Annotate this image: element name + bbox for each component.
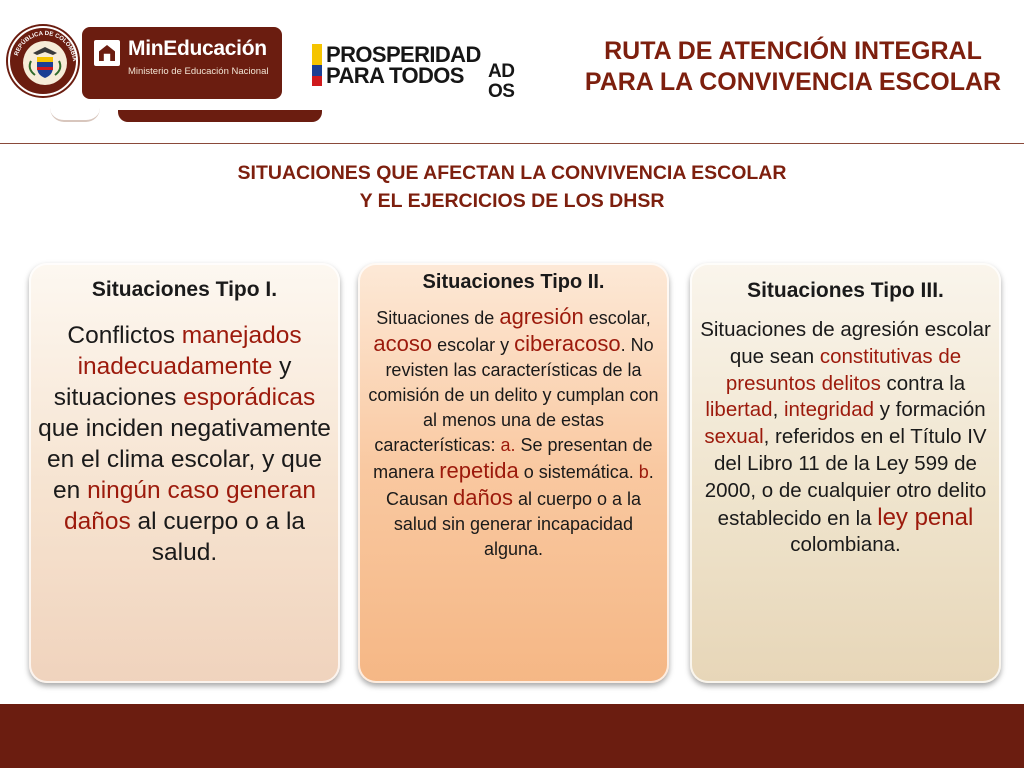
highlighted-text: daños <box>453 485 513 510</box>
card-body <box>698 317 993 559</box>
card-title: Situaciones Tipo III. <box>747 279 944 302</box>
card-type-1 <box>29 263 340 683</box>
flag-stripe-icon <box>312 44 322 86</box>
body-text: . Causan <box>385 462 654 509</box>
reflection-bar <box>118 110 322 122</box>
card-body <box>37 320 332 568</box>
highlighted-text: repetida <box>439 458 519 483</box>
card-title: Situaciones Tipo II. <box>422 271 605 293</box>
body-text: y formación <box>874 398 986 422</box>
body-text: , referidos en el Título IV del Libro 11 de la Ley 599 de 2000, o de cualquier otro delito establecido en la <box>704 425 987 530</box>
card-type-3 <box>690 263 1001 683</box>
body-text: contra la <box>880 371 966 395</box>
card-title: Situaciones Tipo I. <box>91 278 278 301</box>
highlighted-text: b <box>638 462 649 482</box>
highlighted-text: ningún caso generan daños <box>63 477 316 535</box>
highlighted-text: esporádicas <box>183 384 316 411</box>
subtitle-line2: Y EL EJERCICIOS DE LOS DHSR <box>359 190 665 212</box>
highlighted-text: agresión <box>499 304 584 329</box>
body-text: al cuerpo o a la salud sin generar incapacidad alguna. <box>393 489 642 559</box>
body-text: Se presentan de manera <box>373 435 653 482</box>
school-icon <box>94 40 120 66</box>
body-text: escolar y <box>432 335 515 355</box>
body-text: . No revisten las características de la comisión de un delito y cumplan con al menos una de estas características: <box>368 335 659 455</box>
fragment-line1: AD <box>488 61 515 82</box>
ministry-name: MinEducación <box>128 37 267 60</box>
highlighted-text: a. <box>500 435 516 455</box>
page-title: RUTA DE ATENCIÓN INTEGRAL PARA LA CONVIVENCIA ESCOLAR <box>584 37 1002 96</box>
body-text: o sistemática. <box>518 462 639 482</box>
subtitle-line1: SITUACIONES QUE AFECTAN LA CONVIVENCIA ESCOLAR <box>237 162 787 184</box>
body-text: que inciden negativamente en el clima escolar, y que en <box>38 415 331 504</box>
section-subtitle <box>0 159 1024 215</box>
highlighted-text: ley penal <box>877 503 974 531</box>
prosperity-logo-line1: PROSPERIDAD <box>326 42 481 67</box>
highlighted-text: constitutivas de presuntos delitos <box>725 344 962 395</box>
body-text: y situaciones <box>53 353 292 411</box>
highlighted-text: acoso <box>373 331 433 356</box>
body-text: Conflictos <box>67 322 182 349</box>
body-text: Situaciones de agresión escolar que sean <box>700 318 991 368</box>
highlighted-text: sexual <box>704 425 764 449</box>
seal-ring-text: REPÚBLICA DE COLOMBIA <box>14 30 78 62</box>
highlighted-text: libertad <box>705 398 773 422</box>
footer-bar <box>0 704 1024 768</box>
body-text: al cuerpo o a la salud. <box>130 508 306 566</box>
ministry-subtitle: Ministerio de Educación Nacional <box>128 66 269 77</box>
coat-of-arms-icon <box>23 41 67 85</box>
highlighted-text: ciberacoso <box>514 331 621 356</box>
body-text: , <box>772 398 784 422</box>
card-type-2 <box>358 263 669 683</box>
reflection-decoration <box>50 108 100 122</box>
header-divider <box>0 143 1024 144</box>
body-text: Situaciones de <box>376 308 500 328</box>
card-body <box>364 304 663 562</box>
body-text: colombiana. <box>790 533 901 557</box>
prosperity-logo-line2: PARA TODOS <box>326 63 464 88</box>
mineducacion-logo <box>82 27 282 99</box>
prosperity-logo-fragment <box>488 62 514 102</box>
body-text: escolar, <box>583 308 651 328</box>
fragment-line2: OS <box>488 81 515 102</box>
highlighted-text: manejados inadecuadamente <box>77 322 302 380</box>
colombia-seal-logo <box>8 26 78 96</box>
highlighted-text: integridad <box>783 398 875 422</box>
